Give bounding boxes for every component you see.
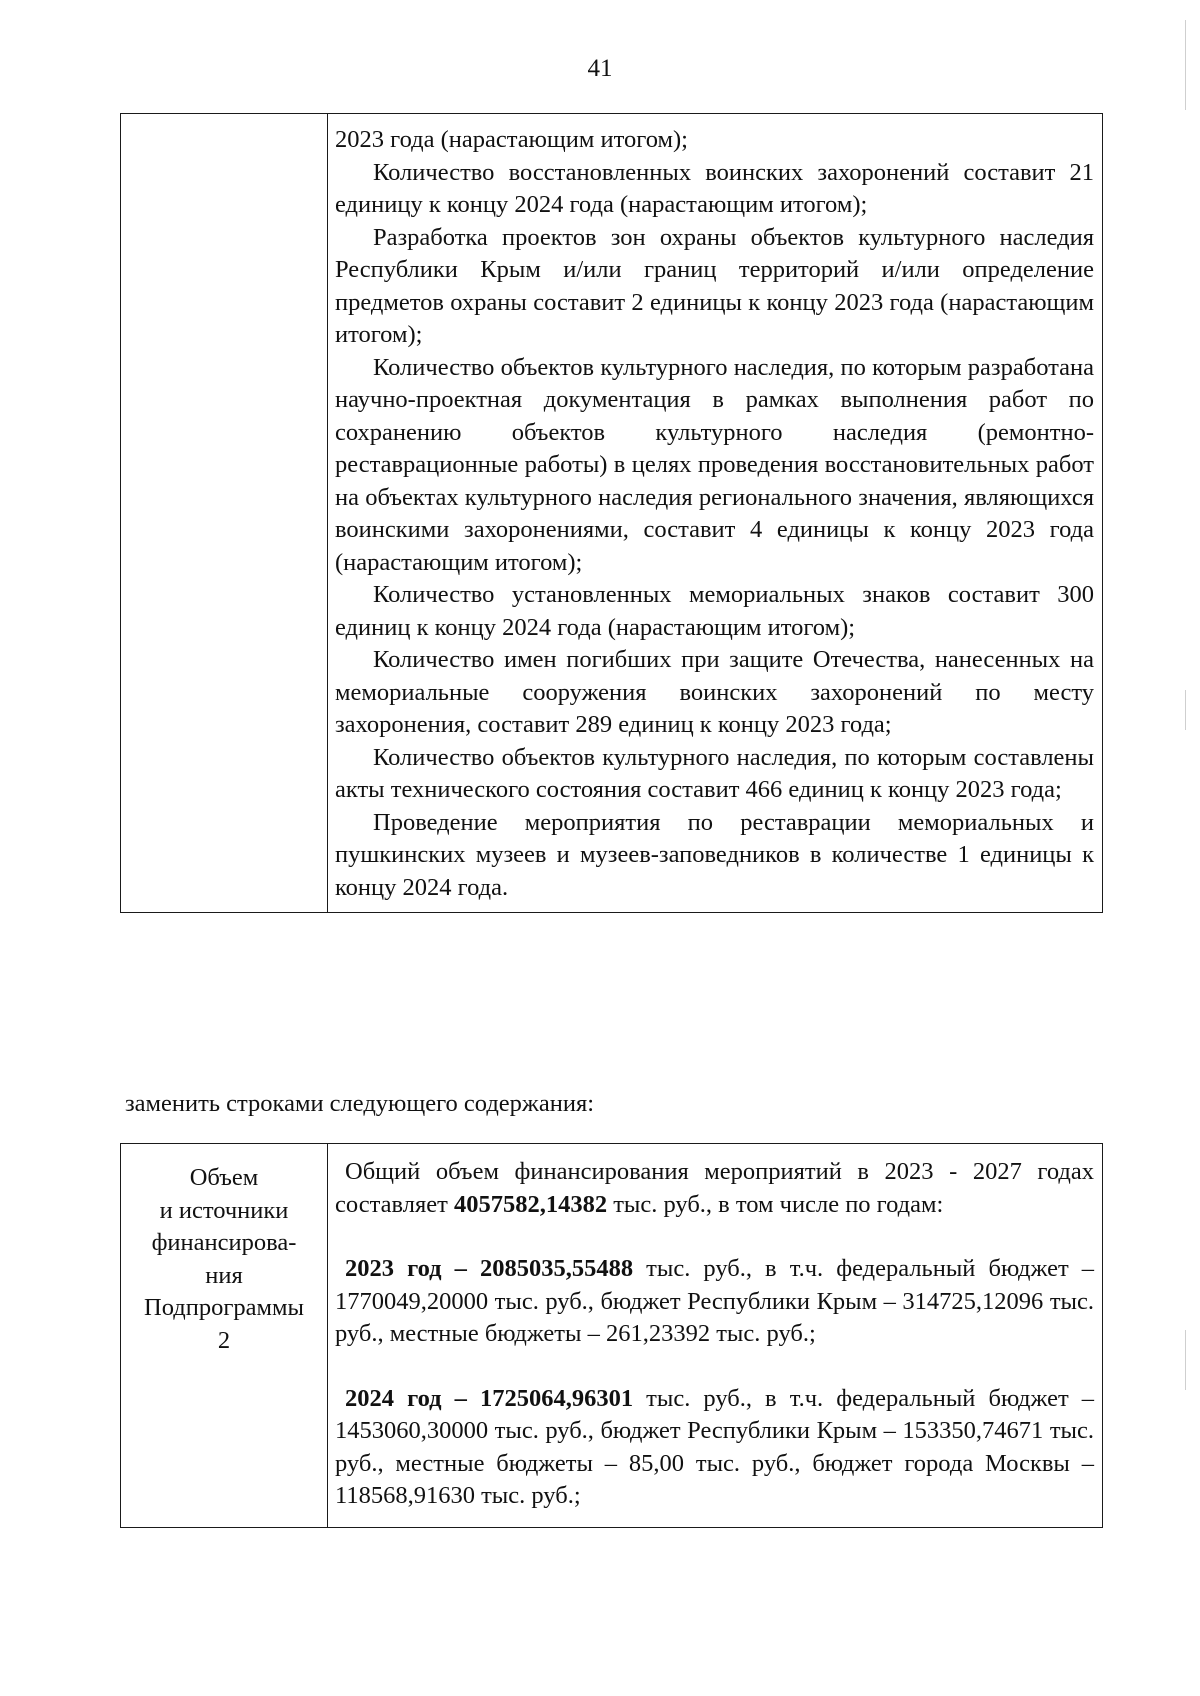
financing-year-details: тыс. руб., в т.ч. федеральный бюджет – 1770049,20000 тыс. руб., бюджет Республики Крым – 314725,12096 тыс. руб., местные бюджеты – 261,23392 тыс. руб.;: [335, 1255, 1095, 1347]
table-row: [121, 1144, 1103, 1528]
financing-label-line: финансирова-: [151, 1229, 297, 1256]
scan-edge-mark: [1185, 690, 1186, 730]
indicator-paragraph: Количество имен погибших при защите Отечества, нанесенных на мемориальные сооружения воинских захоронений по месту захоронения, составит 289 единиц к концу 2023 года;: [335, 646, 1094, 738]
financing-year-label: 2024 год – 1725064,96301: [345, 1384, 634, 1412]
financing-total-suffix: тыс. руб., в том числе по годам:: [607, 1190, 944, 1218]
financing-total-paragraph: [335, 1156, 1094, 1221]
financing-table: [120, 1143, 1103, 1528]
financing-total-prefix: Общий объем финансирования мероприятий в 2023 - 2027 годах составляет: [335, 1158, 1094, 1218]
indicators-table: [120, 113, 1103, 913]
financing-label-line: ния: [205, 1261, 243, 1289]
financing-label-cell: [121, 1144, 328, 1528]
financing-label-line: 2: [217, 1326, 231, 1354]
indicator-paragraph: Проведение мероприятия по реставрации мемориальных и пушкинских музеев и музеев-заповедников в количестве 1 единицы к концу 2024 года.: [335, 808, 1094, 901]
replacement-intro-text: заменить строками следующего содержания:: [125, 1090, 595, 1117]
indicators-left-cell: [121, 114, 328, 913]
table-row: [121, 114, 1103, 913]
page-number: 41: [587, 55, 613, 82]
financing-total-amount: 4057582,14382: [453, 1190, 608, 1218]
indicator-paragraph: 2023 года (нарастающим итогом);: [335, 126, 688, 153]
financing-year-details: тыс. руб., в т.ч. федеральный бюджет – 1453060,30000 тыс. руб., бюджет Республики Крым – 153350,74671 тыс. руб., местные бюджеты – 85,00 тыс. руб., бюджет города Москвы – 118568,91630 тыс. руб.;: [335, 1384, 1095, 1509]
financing-label-line: Подпрограммы: [144, 1294, 304, 1321]
scan-edge-mark: [1185, 1330, 1186, 1390]
scan-edge-mark: [1185, 20, 1186, 110]
indicator-paragraph: Количество объектов культурного наследия, по которым разработана научно-проектная документация в рамках выполнения работ по сохранению объектов культурного наследия (ремонтно-реставрационные работы) в целях проведения восстановительных работ на объектах культурного наследия регионального значения, являющихся воинскими захоронениями, составит 4 единицы к концу 2023 года (нарастающим итогом);: [335, 353, 1094, 576]
financing-text-cell: [328, 1144, 1103, 1528]
financing-year-paragraph: [335, 1383, 1094, 1513]
indicator-paragraph: Количество объектов культурного наследия, по которым составлены акты технического состояния составит 466 единиц к концу 2023 года;: [335, 743, 1094, 803]
indicator-paragraph: Количество установленных мемориальных знаков составит 300 единиц к концу 2024 года (нарастающим итогом);: [335, 581, 1094, 641]
indicator-paragraph: Разработка проектов зон охраны объектов культурного наследия Республики Крым и/или границ территорий и/или определение предметов охраны составит 2 единицы к концу 2023 года (нарастающим итогом);: [335, 223, 1094, 348]
financing-year-label: 2023 год – 2085035,55488: [345, 1255, 634, 1282]
financing-label-line: Объем: [189, 1164, 259, 1191]
financing-year-paragraph: [335, 1253, 1094, 1351]
financing-label-line: и источники: [159, 1196, 289, 1224]
indicator-paragraph: Количество восстановленных воинских захоронений составит 21 единицу к концу 2024 года (нарастающим итогом);: [335, 158, 1094, 218]
indicators-text-cell: [328, 114, 1103, 913]
